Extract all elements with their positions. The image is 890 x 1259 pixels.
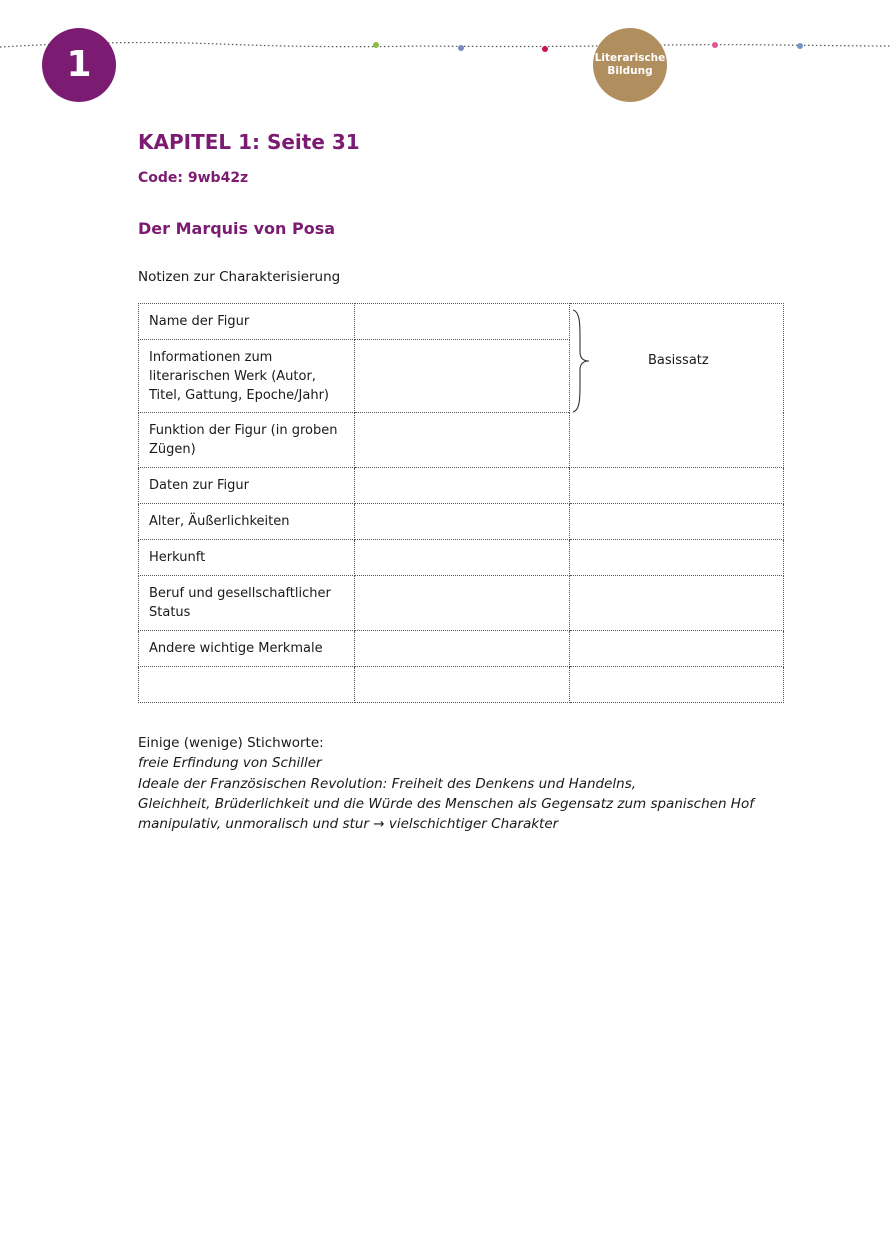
notes-cell xyxy=(570,504,784,540)
notes-cell xyxy=(570,667,784,703)
table-row xyxy=(139,504,784,540)
topic-badge-line-2: Bildung xyxy=(607,65,653,77)
notes-cell xyxy=(355,468,570,504)
notes-cell xyxy=(570,468,784,504)
table-row xyxy=(139,576,784,631)
curly-brace-icon xyxy=(570,308,594,414)
characterization-table xyxy=(138,303,784,703)
section-title: Der Marquis von Posa xyxy=(138,219,336,238)
chapter-number-badge: 1 xyxy=(42,28,116,102)
keyword-line: Gleichheit, Brüderlichkeit und die Würde des Menschen als Gegensatz zum spanischen Hof xyxy=(138,795,754,812)
notes-cell xyxy=(570,576,784,631)
table-row xyxy=(139,468,784,504)
basissatz-cell xyxy=(570,304,784,468)
access-code: Code: 9wb42z xyxy=(138,170,249,186)
decorative-dotted-line xyxy=(0,0,890,110)
keywords-intro: Einige (wenige) Stichworte: xyxy=(138,735,324,751)
notes-cell xyxy=(355,413,570,468)
notes-cell xyxy=(355,631,570,667)
notes-cell xyxy=(355,504,570,540)
table-caption: Notizen zur Charakterisierung xyxy=(138,269,341,285)
row-label: Informationen zum literarischen Werk (Autor, Titel, Gattung, Epoche/Jahr) xyxy=(139,340,355,413)
row-label: Andere wichtige Merkmale xyxy=(139,631,355,667)
keywords-block xyxy=(138,733,778,834)
keyword-line: Ideale der Französischen Revolution: Freiheit des Denkens und Handelns, xyxy=(138,775,637,792)
row-label: Daten zur Figur xyxy=(139,468,355,504)
row-label: Herkunft xyxy=(139,540,355,576)
row-label: Alter, Äußerlichkeiten xyxy=(139,504,355,540)
keyword-line: freie Erfindung von Schiller xyxy=(138,755,322,772)
keyword-line: manipulativ, unmoralisch und stur → vielschichtiger Charakter xyxy=(138,816,559,833)
basissatz-label: Basissatz xyxy=(648,353,709,368)
notes-cell xyxy=(355,304,570,340)
table-row xyxy=(139,540,784,576)
row-label: Beruf und gesellschaftlicher Status xyxy=(139,576,355,631)
decorative-dot-pink xyxy=(712,42,718,48)
table-row xyxy=(139,631,784,667)
row-label: Funktion der Figur (in groben Zügen) xyxy=(139,413,355,468)
table-row xyxy=(139,667,784,703)
notes-cell xyxy=(355,576,570,631)
decorative-dot-lavender xyxy=(458,45,464,51)
table-row xyxy=(139,304,784,340)
notes-cell xyxy=(570,631,784,667)
row-label: Name der Figur xyxy=(139,304,355,340)
topic-badge-line-1: Literarische xyxy=(594,52,666,64)
decorative-dot-red xyxy=(542,46,548,52)
topic-badge xyxy=(593,28,667,102)
notes-cell xyxy=(570,540,784,576)
decorative-dot-green xyxy=(373,42,379,48)
notes-cell xyxy=(355,667,570,703)
notes-cell xyxy=(355,540,570,576)
row-label xyxy=(139,667,355,703)
page-title: KAPITEL 1: Seite 31 xyxy=(138,130,360,154)
notes-cell xyxy=(355,340,570,413)
decorative-dot-blue xyxy=(797,43,803,49)
